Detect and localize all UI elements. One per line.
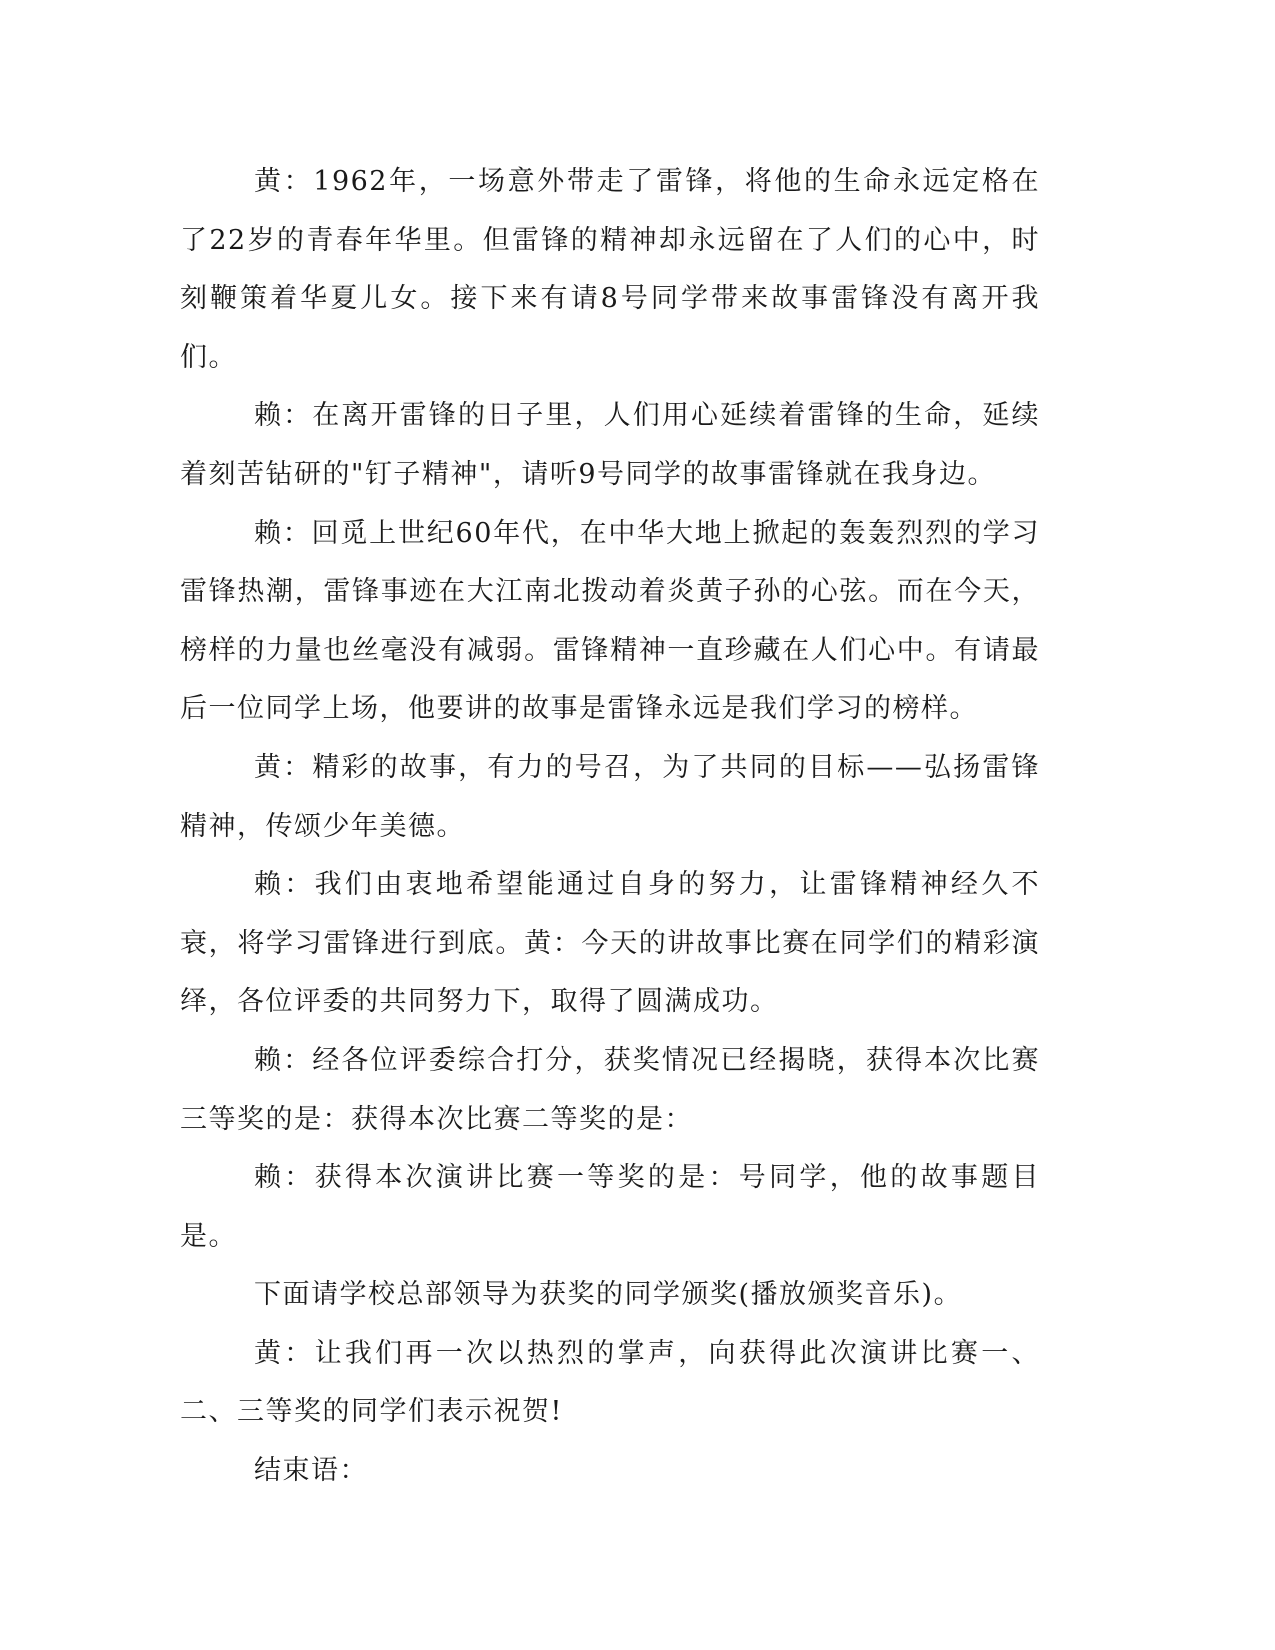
paragraph-6: 赖：经各位评委综合打分，获奖情况已经揭晓，获得本次比赛三等奖的是：获得本次比赛二等奖的是： [180, 1044, 1040, 1135]
paragraph-1: 黄：1962年，一场意外带走了雷锋，将他的生命永远定格在了22岁的青春年华里。但雷锋的精神却永远留在了人们的心中，时刻鞭策着华夏儿女。接下来有请8号同学带来故事雷锋没有离开我们。 [180, 166, 1040, 373]
paragraph-4: 黄：精彩的故事，有力的号召，为了共同的目标——弘扬雷锋精神，传颂少年美德。 [180, 751, 1040, 842]
paragraph-7: 赖：获得本次演讲比赛一等奖的是：号同学，他的故事题目是。 [180, 1162, 1040, 1252]
paragraph-2: 赖：在离开雷锋的日子里，人们用心延续着雷锋的生命，延续着刻苦钻研的"钉子精神"，请听9号同学的故事雷锋就在我身边。 [180, 400, 1040, 490]
document-body [180, 153, 1040, 1501]
paragraph-8: 下面请学校总部领导为获奖的同学颁奖(播放颁奖音乐)。 [254, 1279, 963, 1311]
paragraph-3: 赖：回觅上世纪60年代，在中华大地上掀起的轰轰烈烈的学习雷锋热潮，雷锋事迹在大江南北拨动着炎黄子孙的心弦。而在今天，榜样的力量也丝毫没有减弱。雷锋精神一直珍藏在人们心中。有请最后一位同学上场，他要讲的故事是雷锋永远是我们学习的榜样。 [180, 517, 1040, 725]
paragraph-5: 赖：我们由衷地希望能通过自身的努力，让雷锋精神经久不衰，将学习雷锋进行到底。黄：今天的讲故事比赛在同学们的精彩演绎，各位评委的共同努力下，取得了圆满成功。 [180, 869, 1040, 1018]
paragraph-10: 结束语： [254, 1455, 368, 1487]
paragraph-9: 黄：让我们再一次以热烈的掌声，向获得此次演讲比赛一、二、三等奖的同学们表示祝贺! [180, 1337, 1040, 1428]
